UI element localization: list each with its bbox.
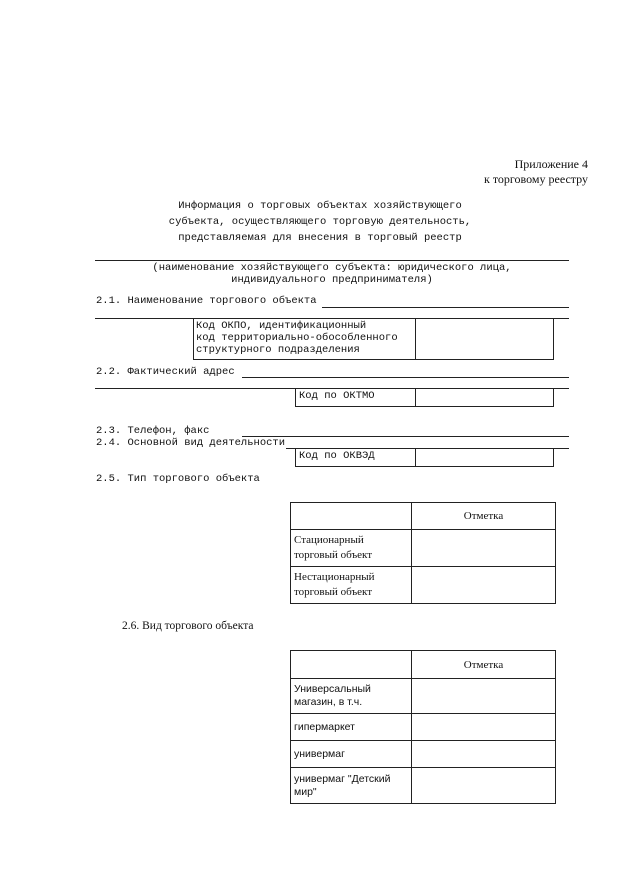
field-2-1-label: 2.1. Наименование торгового объекта [96, 295, 317, 307]
kind-row-label-line-1: универмаг [294, 748, 345, 760]
okpo-label-line-2: код территориально-обособленного [196, 332, 398, 344]
table-row [291, 679, 556, 714]
table-row [291, 768, 556, 804]
kind-row-label [291, 714, 412, 741]
subject-name-line[interactable] [95, 260, 569, 261]
field-2-2-label: 2.2. Фактический адрес [96, 366, 235, 378]
field-2-5-label: 2.5. Тип торгового объекта [96, 473, 260, 485]
kind-row-label [291, 679, 412, 714]
type-table-header-mark: Отметка [412, 503, 556, 530]
title-line-2: субъекта, осуществляющего торговую деятельность, [168, 216, 472, 228]
type-row-label-line-2: торговый объект [294, 549, 373, 561]
kind-row-label-line-1: Универсальный [294, 683, 371, 695]
field-2-4-label: 2.4. Основной вид деятельности [96, 437, 286, 449]
okved-label: Код по ОКВЭД [299, 450, 375, 462]
kind-row-mark-cell[interactable] [412, 741, 556, 768]
oktmo-label: Код по ОКТМО [299, 390, 375, 402]
type-row-label-line-1: Стационарный [294, 534, 364, 546]
type-row-mark-cell[interactable] [412, 567, 556, 604]
field-2-3-input-line[interactable] [242, 436, 569, 437]
kind-row-label-line-1: универмаг "Детский [294, 772, 391, 785]
field-2-3-label: 2.3. Телефон, факс [96, 425, 210, 437]
type-row-mark-cell[interactable] [412, 530, 556, 567]
kind-row-label-line-2: мир" [294, 785, 317, 798]
object-kind-table [290, 650, 556, 804]
kind-row-mark-cell[interactable] [412, 714, 556, 741]
kind-row-mark-cell[interactable] [412, 768, 556, 804]
appendix-line-1: Приложение 4 [514, 157, 588, 171]
okpo-label-line-3: структурного подразделения [196, 344, 360, 356]
okpo-label [196, 320, 398, 356]
kind-row-label-line-1: гипермаркет [294, 721, 355, 733]
title-line-1: Информация о торговых объектах хозяйствующего [178, 200, 462, 212]
appendix-line-2: к торговому реестру [484, 172, 588, 186]
kind-row-mark-cell[interactable] [412, 679, 556, 714]
subject-caption-line-1: (наименование хозяйствующего субъекта: юридического лица, [152, 262, 512, 274]
field-2-6-label: 2.6. Вид торгового объекта [122, 620, 254, 632]
type-row-label-line-2: торговый объект [294, 586, 373, 598]
table-row [291, 741, 556, 768]
oktmo-value-box[interactable] [415, 388, 554, 407]
okpo-label-line-1: Код ОКПО, идентификационный [196, 320, 367, 332]
kind-row-label [291, 768, 412, 804]
table-row [291, 714, 556, 741]
okpo-value-box[interactable] [415, 318, 554, 360]
kind-table-header-mark: Отметка [412, 651, 556, 679]
type-row-label [291, 567, 412, 604]
appendix-title [484, 157, 588, 187]
field-2-1-input-line[interactable] [322, 307, 569, 308]
kind-row-label [291, 741, 412, 768]
document-title [120, 198, 520, 246]
object-type-table [290, 502, 556, 604]
kind-table-header-empty [291, 651, 412, 679]
okved-value-box[interactable] [415, 448, 554, 467]
title-line-3: представляемая для внесения в торговый реестр [178, 232, 462, 244]
table-row [291, 530, 556, 567]
field-2-2-input-line[interactable] [242, 377, 569, 378]
type-table-header-empty [291, 503, 412, 530]
subject-caption [95, 262, 569, 286]
subject-caption-line-2: индивидуального предпринимателя) [231, 274, 433, 286]
type-row-label-line-1: Нестационарный [294, 571, 375, 583]
kind-row-label-line-2: магазин, в т.ч. [294, 696, 363, 708]
table-row [291, 567, 556, 604]
type-row-label [291, 530, 412, 567]
